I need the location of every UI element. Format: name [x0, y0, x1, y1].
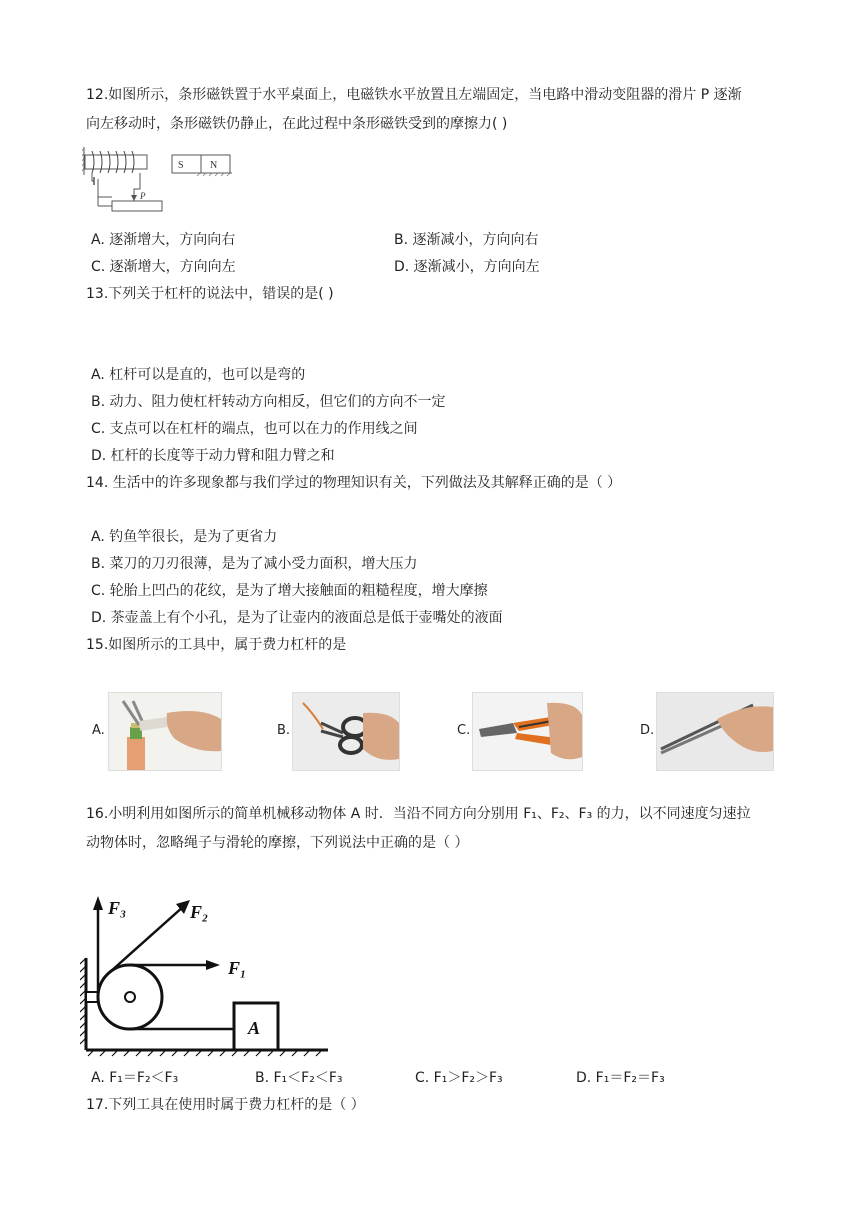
q12-s-label: S: [178, 160, 184, 171]
q16-pulley-figure: [80, 888, 330, 1058]
q14-option-b[interactable]: B. 菜刀的刀刃很薄，是为了减小受力面积，增大压力: [91, 556, 418, 572]
q16-option-d[interactable]: D. F₁＝F₂＝F₃: [576, 1070, 665, 1086]
q16-text-line1: 16.小明利用如图所示的简单机械移动物体 A 时．当沿不同方向分别用 F₁、F₂、F₃ 的力，以不同速度匀速拉: [86, 806, 751, 822]
q15-option-d-image[interactable]: [656, 692, 774, 771]
q16-f3-label: F₃: [108, 898, 127, 918]
q16-option-b[interactable]: B. F₁＜F₂＜F₃: [255, 1070, 343, 1086]
q13-option-c[interactable]: C. 支点可以在杠杆的端点，也可以在力的作用线之间: [91, 421, 418, 437]
q15-option-a-image[interactable]: [108, 692, 222, 771]
q16-block-label: A: [248, 1018, 261, 1038]
q17-text: 17.下列工具在使用时属于费力杠杆的是（ ）: [86, 1097, 365, 1113]
pliers-icon: [473, 693, 582, 770]
q13-option-a[interactable]: A. 杠杆可以是直的，也可以是弯的: [91, 367, 306, 383]
q12-text-line1: 12.如图所示，条形磁铁置于水平桌面上，电磁铁水平放置且左端固定，当电路中滑动变阻器的滑片 P 逐渐: [86, 87, 742, 103]
q13-text: 13.下列关于杠杆的说法中，错误的是( ): [86, 286, 334, 302]
q15-option-c-image[interactable]: [472, 692, 583, 771]
bottle-opener-icon: [109, 693, 221, 770]
q13-option-d[interactable]: D. 杠杆的长度等于动力臂和阻力臂之和: [91, 448, 335, 464]
q14-option-c[interactable]: C. 轮胎上凹凸的花纹，是为了增大接触面的粗糙程度，增大摩擦: [91, 583, 488, 599]
q14-option-d[interactable]: D. 茶壶盖上有个小孔，是为了让壶内的液面总是低于壶嘴处的液面: [91, 610, 503, 626]
q12-p-label: P: [140, 191, 146, 201]
scissors-icon: [293, 693, 399, 770]
q14-text: 14. 生活中的许多现象都与我们学过的物理知识有关，下列做法及其解释正确的是（ ）: [86, 475, 622, 491]
tweezers-icon: [657, 693, 773, 770]
q12-text-line2: 向左移动时，条形磁铁仍静止，在此过程中条形磁铁受到的摩擦力( ): [86, 116, 508, 132]
q15-text: 15.如图所示的工具中，属于费力杠杆的是: [86, 637, 347, 653]
q16-f1-label: F₁: [228, 958, 247, 978]
q16-option-c[interactable]: C. F₁＞F₂＞F₃: [415, 1070, 503, 1086]
q15-option-b-label[interactable]: B.: [277, 723, 291, 738]
q12-option-a[interactable]: A. 逐渐增大，方向向右: [91, 232, 236, 248]
q15-option-a-label[interactable]: A.: [92, 723, 105, 738]
q12-option-b[interactable]: B. 逐渐减小，方向向右: [394, 232, 539, 248]
q12-circuit-figure: [82, 145, 232, 217]
q15-option-b-image[interactable]: [292, 692, 400, 771]
q15-option-d-label[interactable]: D.: [640, 723, 655, 738]
q12-option-c[interactable]: C. 逐渐增大，方向向左: [91, 259, 236, 275]
q13-option-b[interactable]: B. 动力、阻力使杠杆转动方向相反，但它们的方向不一定: [91, 394, 446, 410]
q14-option-a[interactable]: A. 钓鱼竿很长，是为了更省力: [91, 529, 278, 545]
q16-option-a[interactable]: A. F₁＝F₂＜F₃: [91, 1070, 179, 1086]
q15-option-c-label[interactable]: C.: [457, 723, 471, 738]
q12-n-label: N: [210, 160, 218, 171]
q12-option-d[interactable]: D. 逐渐减小，方向向左: [394, 259, 540, 275]
q16-text-line2: 动物体时，忽略绳子与滑轮的摩擦，下列说法中正确的是（ ）: [86, 835, 469, 851]
q16-f2-label: F₂: [190, 902, 209, 922]
